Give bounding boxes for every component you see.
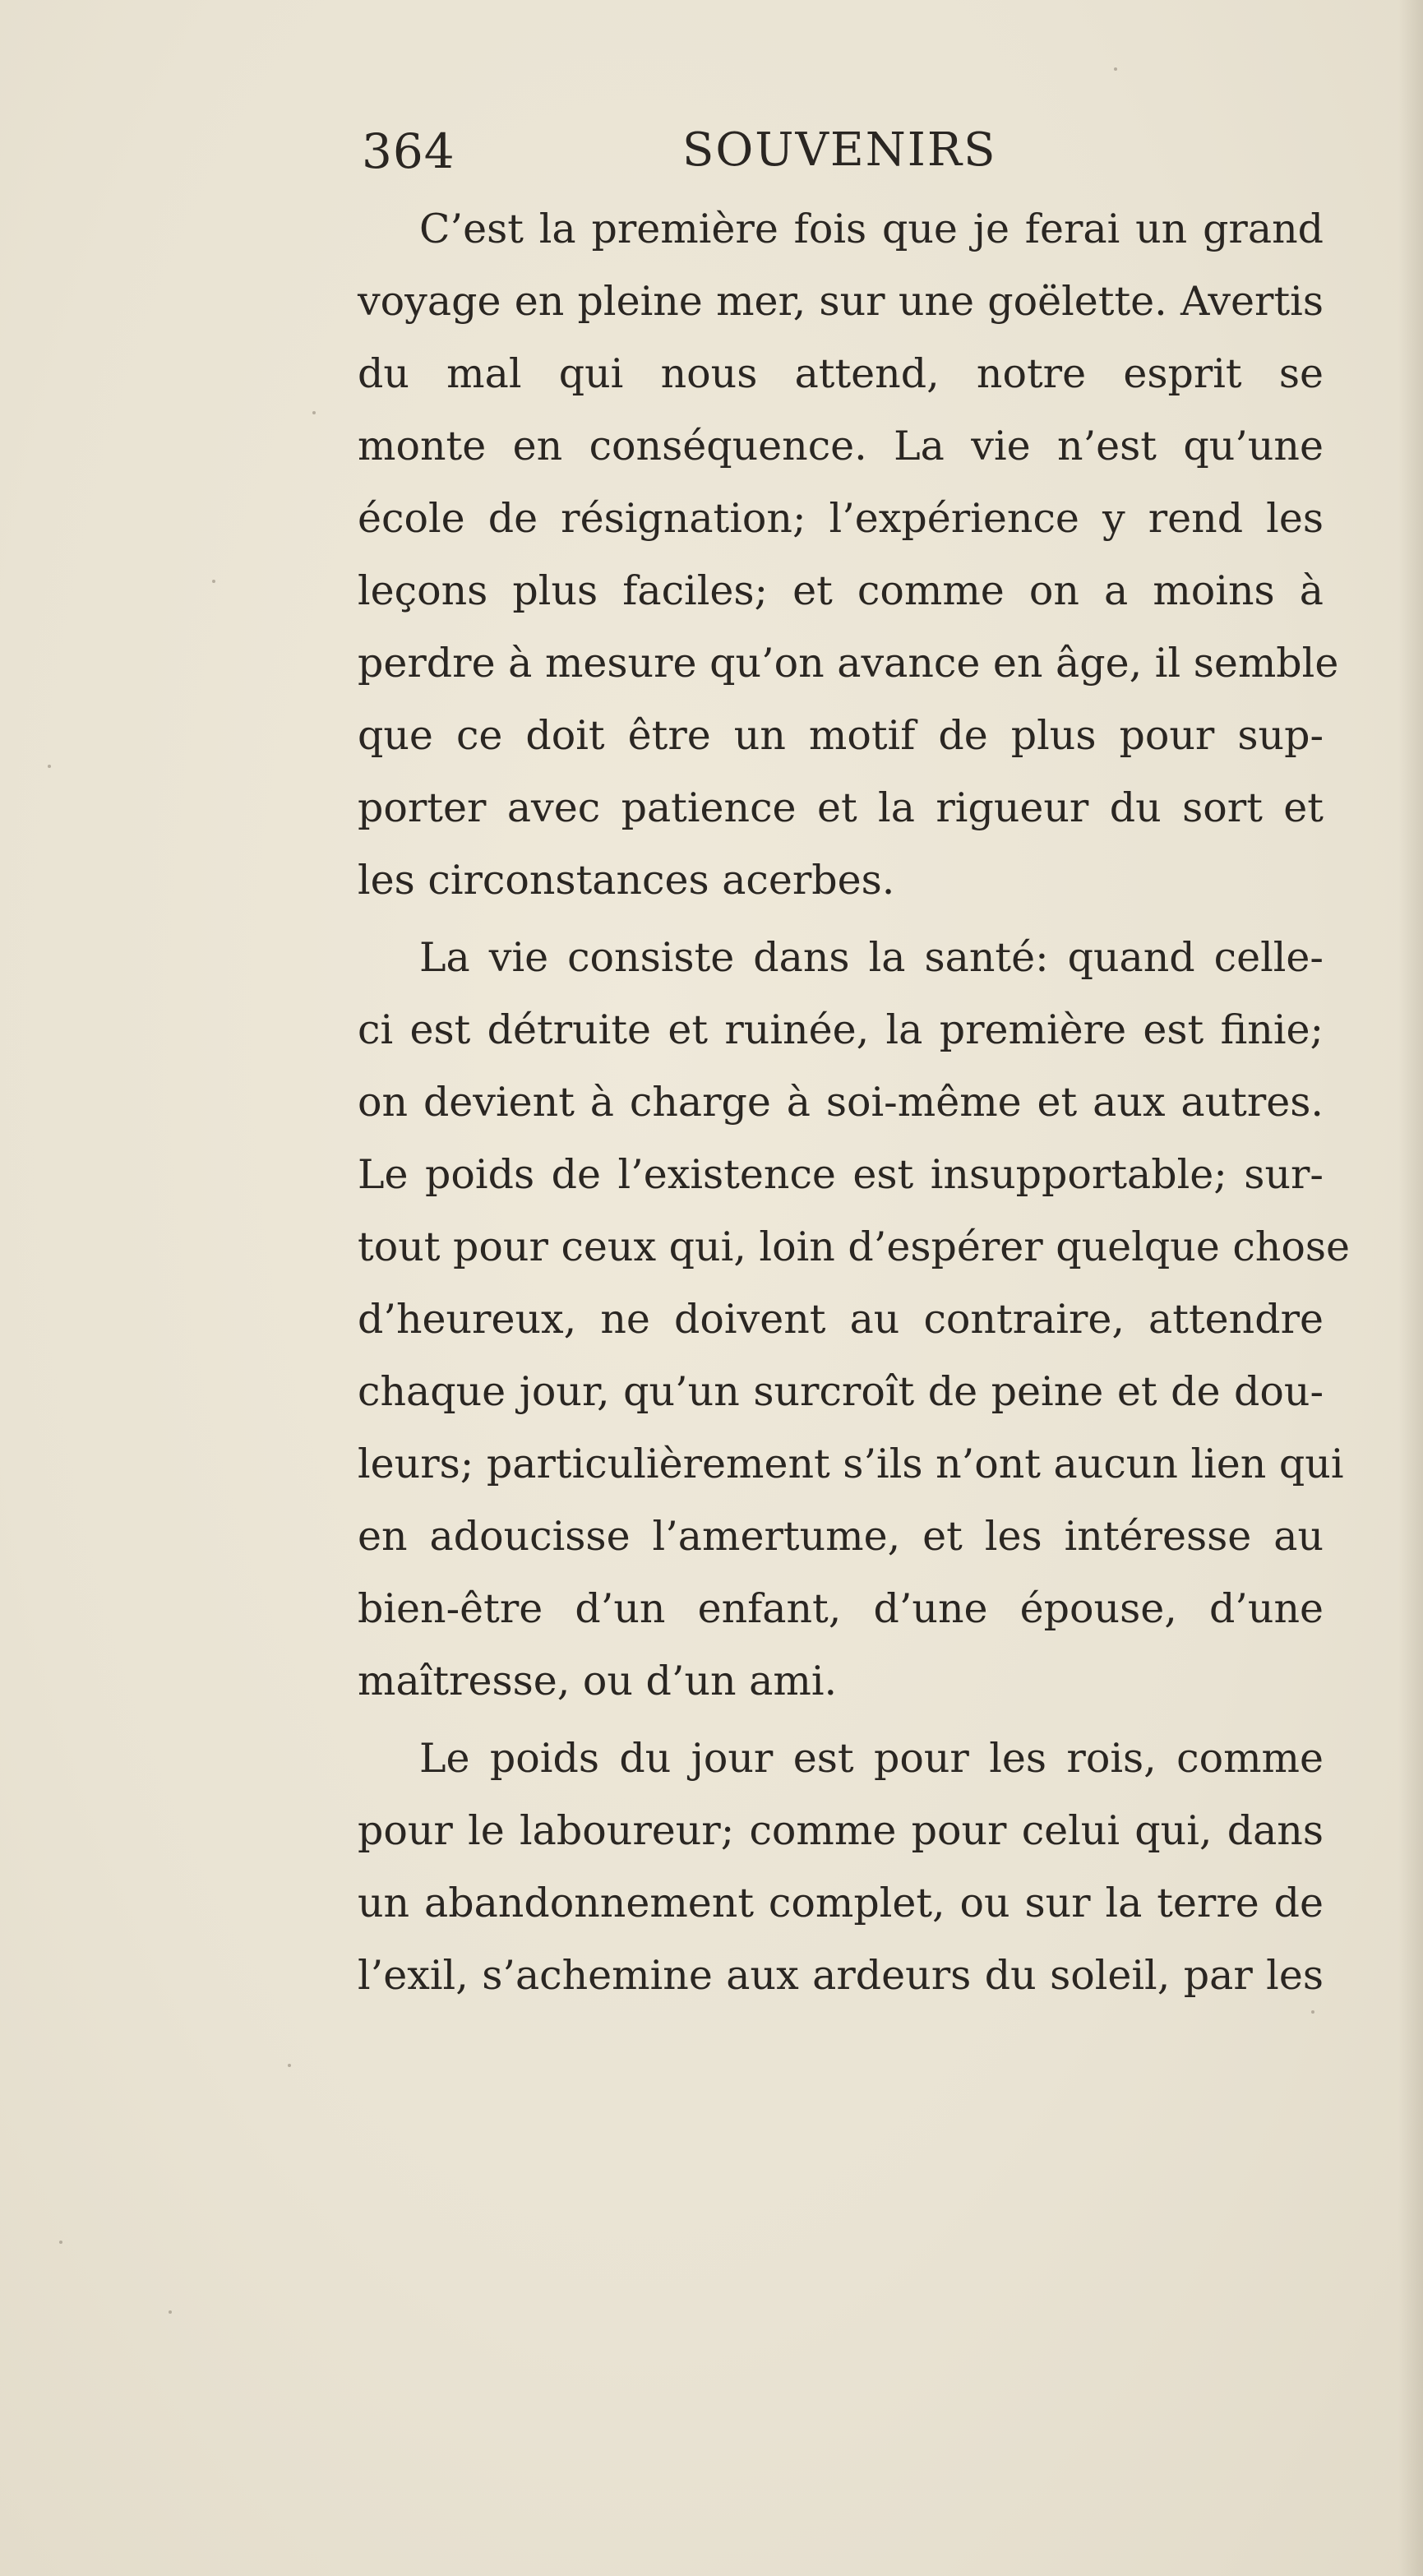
page-edge-shadow <box>1398 0 1423 2576</box>
text-line: on devient à charge à soi-même et aux autres. <box>358 1079 1324 1126</box>
text-line: que ce doit être un motif de plus pour sup- <box>358 712 1324 759</box>
paper-speck <box>169 2310 172 2314</box>
text-line: ci est détruite et ruinée, la première est finie; <box>358 1006 1324 1053</box>
text-line: les circonstances acerbes. <box>358 857 895 904</box>
paragraph-3 <box>358 1723 1324 2012</box>
text-line: l’exil, s’achemine aux ardeurs du soleil, par les <box>358 1952 1324 1999</box>
text-line: un abandonnement complet, ou sur la terre de <box>358 1880 1324 1926</box>
text-line: voyage en pleine mer, sur une goëlette. Avertis <box>358 278 1324 325</box>
text-line: leurs; particulièrement s’ils n’ont aucun lien qui <box>358 1441 1344 1487</box>
text-line: C’est la première fois que je ferai un grand <box>419 206 1324 252</box>
paragraph-1 <box>358 193 1339 917</box>
paper-speck <box>212 580 215 583</box>
text-line: Le poids du jour est pour les rois, comme <box>419 1735 1324 1782</box>
text-line: perdre à mesure qu’on avance en âge, il semble <box>358 640 1339 687</box>
running-head <box>362 123 1332 189</box>
text-line: pour le laboureur; comme pour celui qui, dans <box>358 1807 1324 1854</box>
text-line: école de résignation; l’expérience y rend les <box>358 495 1324 542</box>
paper-speck <box>1311 2010 1314 2014</box>
text-line: Le poids de l’existence est insupportable; sur- <box>358 1151 1324 1198</box>
running-title: SOUVENIRS <box>682 123 997 177</box>
text-line: d’heureux, ne doivent au contraire, attendre <box>358 1296 1324 1343</box>
text-line: monte en conséquence. La vie n’est qu’une <box>358 423 1324 469</box>
body-text <box>358 193 1350 2012</box>
paper-speck <box>48 765 51 768</box>
paper-speck <box>312 411 316 414</box>
text-line: tout pour ceux qui, loin d’espérer quelque chose <box>358 1223 1350 1270</box>
paragraph-2 <box>358 922 1350 1718</box>
text-line: porter avec patience et la rigueur du sort et <box>358 784 1324 831</box>
text-line: en adoucisse l’amertume, et les intéresse au <box>358 1513 1324 1560</box>
text-line: La vie consiste dans la santé: quand celle- <box>419 934 1324 981</box>
text-line: maîtresse, ou d’un ami. <box>358 1658 838 1704</box>
text-line: chaque jour, qu’un surcroît de peine et de dou- <box>358 1368 1324 1415</box>
text-line: bien-être d’un enfant, d’une épouse, d’une <box>358 1585 1324 1632</box>
text-line: leçons plus faciles; et comme on a moins à <box>358 567 1324 614</box>
page-number: 364 <box>362 123 455 179</box>
text-line: du mal qui nous attend, notre esprit se <box>358 350 1324 397</box>
paper-speck <box>1114 67 1117 71</box>
paper-speck <box>288 2064 291 2067</box>
paper-speck <box>59 2241 62 2244</box>
